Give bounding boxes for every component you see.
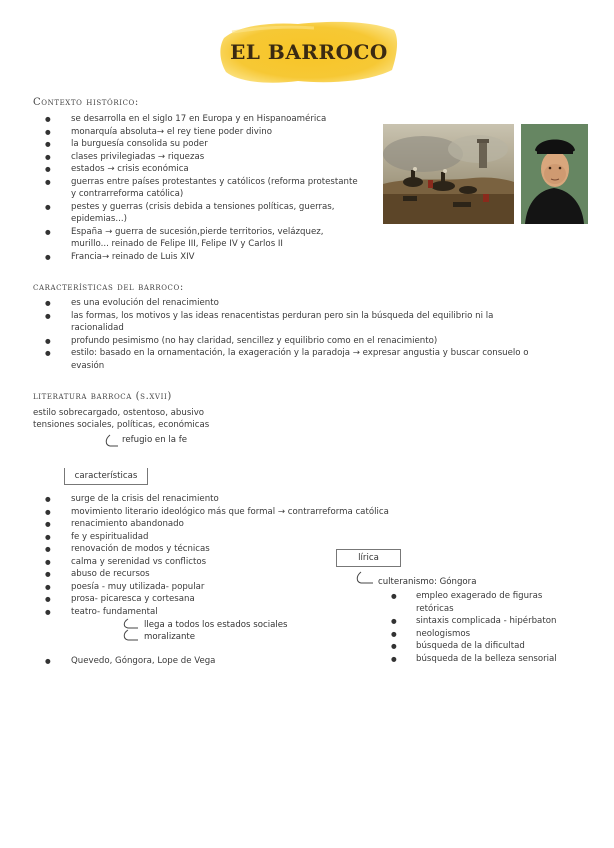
- list-item: ● teatro- fundamental: [33, 606, 433, 619]
- characteristics-list: [33, 297, 548, 372]
- teatro-sub-2: moralizante: [144, 632, 196, 642]
- lirica-list: [353, 590, 568, 665]
- literature-characteristics-box: características: [64, 468, 148, 485]
- list-item: ● neologismos: [353, 628, 568, 641]
- list-item: ● guerras entre países protestantes y católicos (reforma protestante y contrarreforma católica): [33, 176, 363, 201]
- lirica-branch: [355, 570, 555, 588]
- list-item: ● es una evolución del renacimiento: [33, 297, 548, 310]
- culteranismo-text: culteranismo: Góngora: [378, 577, 477, 587]
- teatro-branch: [120, 617, 320, 645]
- context-list: [33, 113, 363, 263]
- list-item: ● monarquía absoluta→ el rey tiene poder divino: [33, 126, 363, 139]
- list-item: ● renovación de modos y técnicas: [33, 543, 433, 556]
- list-item: ● búsqueda de la dificultad: [353, 640, 568, 653]
- list-item: ● renacimiento abandonado: [33, 518, 433, 531]
- list-item: ● fe y espiritualidad: [33, 531, 433, 544]
- list-item: ● surge de la crisis del renacimiento: [33, 493, 433, 506]
- list-item: ● prosa- picaresca y cortesana: [33, 593, 433, 606]
- refuge-text: refugio en la fe: [122, 435, 188, 445]
- list-item: ● España → guerra de sucesión,pierde territorios, velázquez, murillo... reinado de Felipe III, Felipe IV y Carlos II: [33, 226, 363, 251]
- list-item: ● clases privilegiadas → riquezas: [33, 151, 363, 164]
- curved-arrow-icon: [104, 433, 120, 449]
- list-item: ● se desarrolla en el siglo 17 en Europa y en Hispanoamérica: [33, 113, 363, 126]
- list-item: ● poesía - muy utilizada- popular: [33, 581, 433, 594]
- literature-line-2: tensiones sociales, políticas, económicas: [33, 420, 210, 430]
- curved-bracket-icon: [120, 617, 144, 645]
- title-banner: [218, 18, 400, 88]
- refuge-branch: [104, 433, 224, 449]
- page-title: EL BARROCO: [230, 40, 388, 64]
- lirica-box: lírica: [336, 549, 401, 567]
- list-item: ● búsqueda de la belleza sensorial: [353, 653, 568, 666]
- list-item: ● empleo exagerado de figuras retóricas: [353, 590, 568, 615]
- list-item: ● Francia→ reinado de Luis XIV: [33, 251, 363, 264]
- list-item: ● la burguesía consolida su poder: [33, 138, 363, 151]
- list-item: ● Quevedo, Góngora, Lope de Vega: [33, 655, 333, 668]
- battle-painting-image: [383, 124, 514, 224]
- literature-heading: literatura barroca (s.xvii): [33, 391, 172, 402]
- curved-arrow-icon: [355, 570, 377, 588]
- list-item: ● estados → crisis económica: [33, 163, 363, 176]
- list-item: ● movimiento literario ideológico más que formal → contrarreforma católica: [33, 506, 433, 519]
- list-item: ● pestes y guerras (crisis debida a tensiones políticas, guerras, epidemias...): [33, 201, 363, 226]
- list-item: ● sintaxis complicada - hipérbaton: [353, 615, 568, 628]
- literature-line-1: estilo sobrecargado, ostentoso, abusivo: [33, 408, 205, 418]
- list-item: ● estilo: basado en la ornamentación, la exageración y la paradoja → expresar angustia y buscar consuelo o evasión: [33, 347, 548, 372]
- list-item: ● profundo pesimismo (no hay claridad, sencillez y equilibrio como en el renacimiento): [33, 335, 548, 348]
- context-heading: Contexto histórico:: [33, 97, 139, 108]
- characteristics-heading: características del barroco:: [33, 282, 184, 293]
- list-item: ● calma y serenidad vs conflictos: [33, 556, 433, 569]
- teatro-sub-1: llega a todos los estados sociales: [144, 620, 288, 630]
- portrait-image: [521, 124, 588, 224]
- list-item: ● las formas, los motivos y las ideas renacentistas perduran pero sin la búsqueda del equilibrio ni la racionalidad: [33, 310, 548, 335]
- list-item: ● abuso de recursos: [33, 568, 433, 581]
- authors-list: [33, 655, 333, 668]
